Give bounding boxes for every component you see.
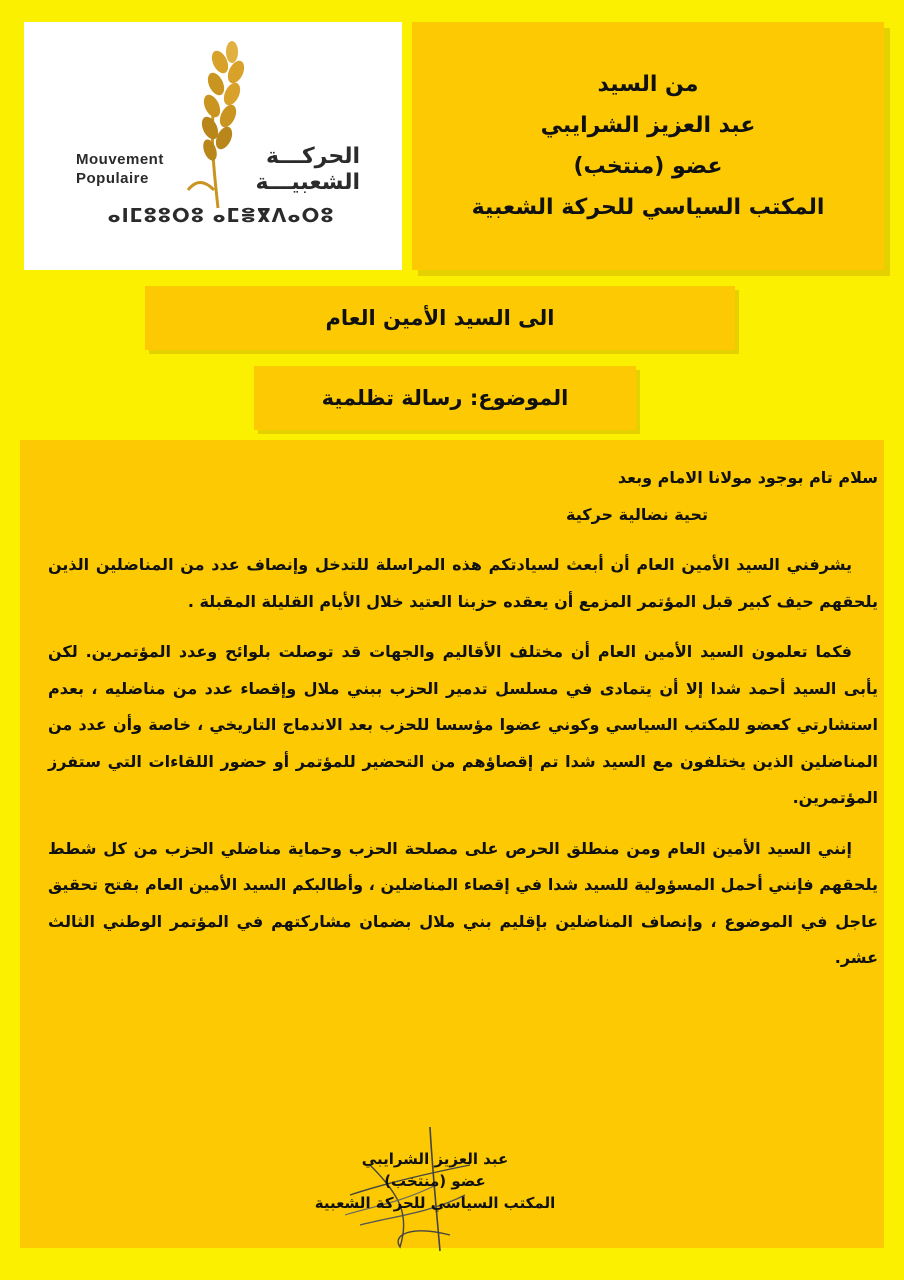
sender-block [412,22,884,270]
sender-role: عضو (منتخب) [573,154,723,179]
signature-name: عبد العزيز الشرايبي [361,1150,509,1168]
greeting-regards: تحية نضالية حركية [566,504,708,524]
greeting-salutation: سلام تام بوجود مولانا الامام وبعد [617,468,878,487]
logo-name-french [76,150,206,188]
logo-french-line-2: Populaire [76,170,149,187]
logo-arabic-line-2: الشعبيـــة [255,170,360,195]
logo-french-line-1: Mouvement [76,151,164,168]
sender-office: المكتب السياسي للحركة الشعبية [471,195,825,220]
sender-line-1: من السيد [597,72,699,97]
sender-name: عبد العزيز الشرايبي [540,113,756,138]
letter-paragraph-1: يشرفني السيد الأمين العام أن أبعث لسيادتكم هذه المراسلة للتدخل وإنصاف عدد من المناضلين الذين يلحقهم حيف كبير قبل المؤتمر المزمع أن يعقده حزبنا العتيد خلال الأيام القليلة المقبلة . [48,555,878,611]
subject-heading: الموضوع: رسالة تظلمية [254,366,636,430]
signature-role: عضو (منتخب) [384,1172,486,1190]
party-logo [24,22,402,270]
signature-block [250,1148,620,1214]
logo-name-arabic [240,144,360,196]
logo-arabic-line-1: الحركـــة [265,144,360,169]
recipient-heading: الى السيد الأمين العام [145,286,735,350]
logo-name-tifinagh: ⴰⵏⵎⵓⵓⵔⵓ ⴰⵎⴻⴳⴷⴰⵔⵓ [107,205,335,227]
letter-paragraph-2: فكما تعلمون السيد الأمين العام أن مختلف الأقاليم والجهات قد توصلت بلوائح وعدد المؤتمرين. لكن يأبى السيد أحمد شدا إلا أن يتمادى في مسلسل تدمير الحزب ببني ملال وإقصاء عدد من مناضليه ، بعدم استشارتي كعضو للمكتب السياسي وكوني عضوا مؤسسا للحزب بعد الاندماج التاريخي ، خاصة وأن عدد من المناضلين الذين يختلفون مع السيد شدا تم إقصاؤهم من التحضير للمؤتمر أو حضور اللقاءات التي ستفرز المؤتمرين. [48,642,878,807]
letter-paragraph-3: إنني السيد الأمين العام ومن منطلق الحرص على مصلحة الحزب وحماية مناضلي الحزب من كل شطط يلحقهم فإنني أحمل المسؤولية للسيد شدا في إقصاء المناضلين ، وأطالبكم السيد الأمين العام بفتح تحقيق عاجل في الموضوع ، وإنصاف المناضلين بإقليم بني ملال بضمان مشاركتهم في المؤتمر الوطني الثالث عشر. [48,838,878,967]
letter-text [48,460,878,977]
signature-office: المكتب السياسي للحركة الشعبية [314,1194,556,1212]
